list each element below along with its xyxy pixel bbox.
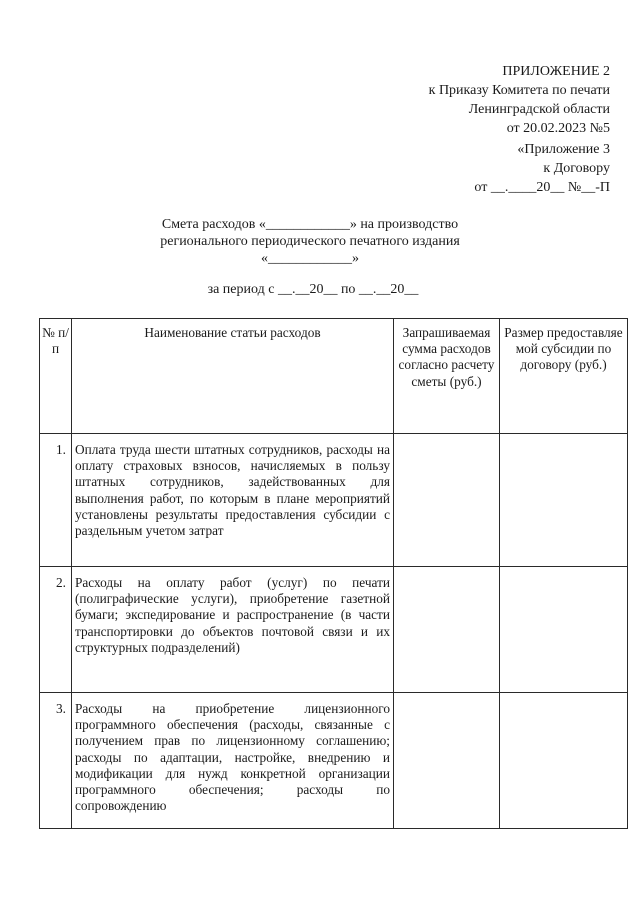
- appendix-3-title: «Приложение 3: [517, 142, 610, 157]
- appendix-3-date-number: от __.____20__ №__-П: [474, 180, 610, 195]
- title-line-3: «____________»: [261, 251, 359, 266]
- table-header-row: [40, 319, 628, 434]
- row-num: 3.: [40, 693, 72, 829]
- header-requested: Запрашиваемая сумма расходов согласно расчету сметы (руб.): [394, 319, 500, 434]
- row-subsidy-cell: [500, 434, 628, 567]
- title-line-1: Смета расходов «____________» на производство: [161, 217, 459, 232]
- appendix-3-header: [474, 140, 610, 197]
- table-row: [40, 434, 628, 567]
- appendix-2-date: от 20.02.2023 №5: [506, 121, 610, 136]
- appendix-2-header: [429, 62, 610, 138]
- row-num: 1.: [40, 434, 72, 567]
- table-row: [40, 693, 628, 829]
- appendix-2-title: ПРИЛОЖЕНИЕ 2: [502, 64, 610, 79]
- period-line: за период с __.__20__ по __.__20__: [207, 282, 419, 297]
- row-name: Расходы на оплату работ (услуг) по печати (полиграфические услуги), приобретение газетной бумаги; экспедирование и распространение (в части транспортировки до объектов почтовой связи и их структурных подразделений): [72, 567, 394, 693]
- title-line-2: регионального периодического печатного издания: [160, 234, 460, 249]
- header-subsidy: Размер предоставляе мой субсидии по договору (руб.): [500, 319, 628, 434]
- document-title: [110, 216, 510, 267]
- row-requested-cell: [394, 693, 500, 829]
- row-subsidy-cell: [500, 693, 628, 829]
- row-requested-cell: [394, 434, 500, 567]
- row-name: Оплата труда шести штатных сотрудников, расходы на оплату страховых взносов, начисляемых в пользу штатных сотрудников, задействованных для выполнения работ, по которым в плане мероприятий установлены результаты предоставления субсидии с раздельным учетом затрат: [72, 434, 394, 567]
- row-requested-cell: [394, 567, 500, 693]
- row-name: Расходы на приобретение лицензионного программного обеспечения (расходы, связанные с получением прав по лицензионному соглашению; расходы по адаптации, настройке, внедрению и модификации для нужд конкретной организации программного обеспечения; расходы по сопровождению: [72, 693, 394, 829]
- header-name: Наименование статьи расходов: [72, 319, 394, 434]
- header-num: № п/п: [40, 319, 72, 434]
- appendix-2-region: Ленинградской области: [468, 102, 610, 117]
- row-subsidy-cell: [500, 567, 628, 693]
- appendix-2-order-ref: к Приказу Комитета по печати: [428, 83, 610, 98]
- expense-table: [39, 318, 628, 829]
- appendix-3-contract-ref: к Договору: [543, 161, 610, 176]
- table-row: [40, 567, 628, 693]
- row-num: 2.: [40, 567, 72, 693]
